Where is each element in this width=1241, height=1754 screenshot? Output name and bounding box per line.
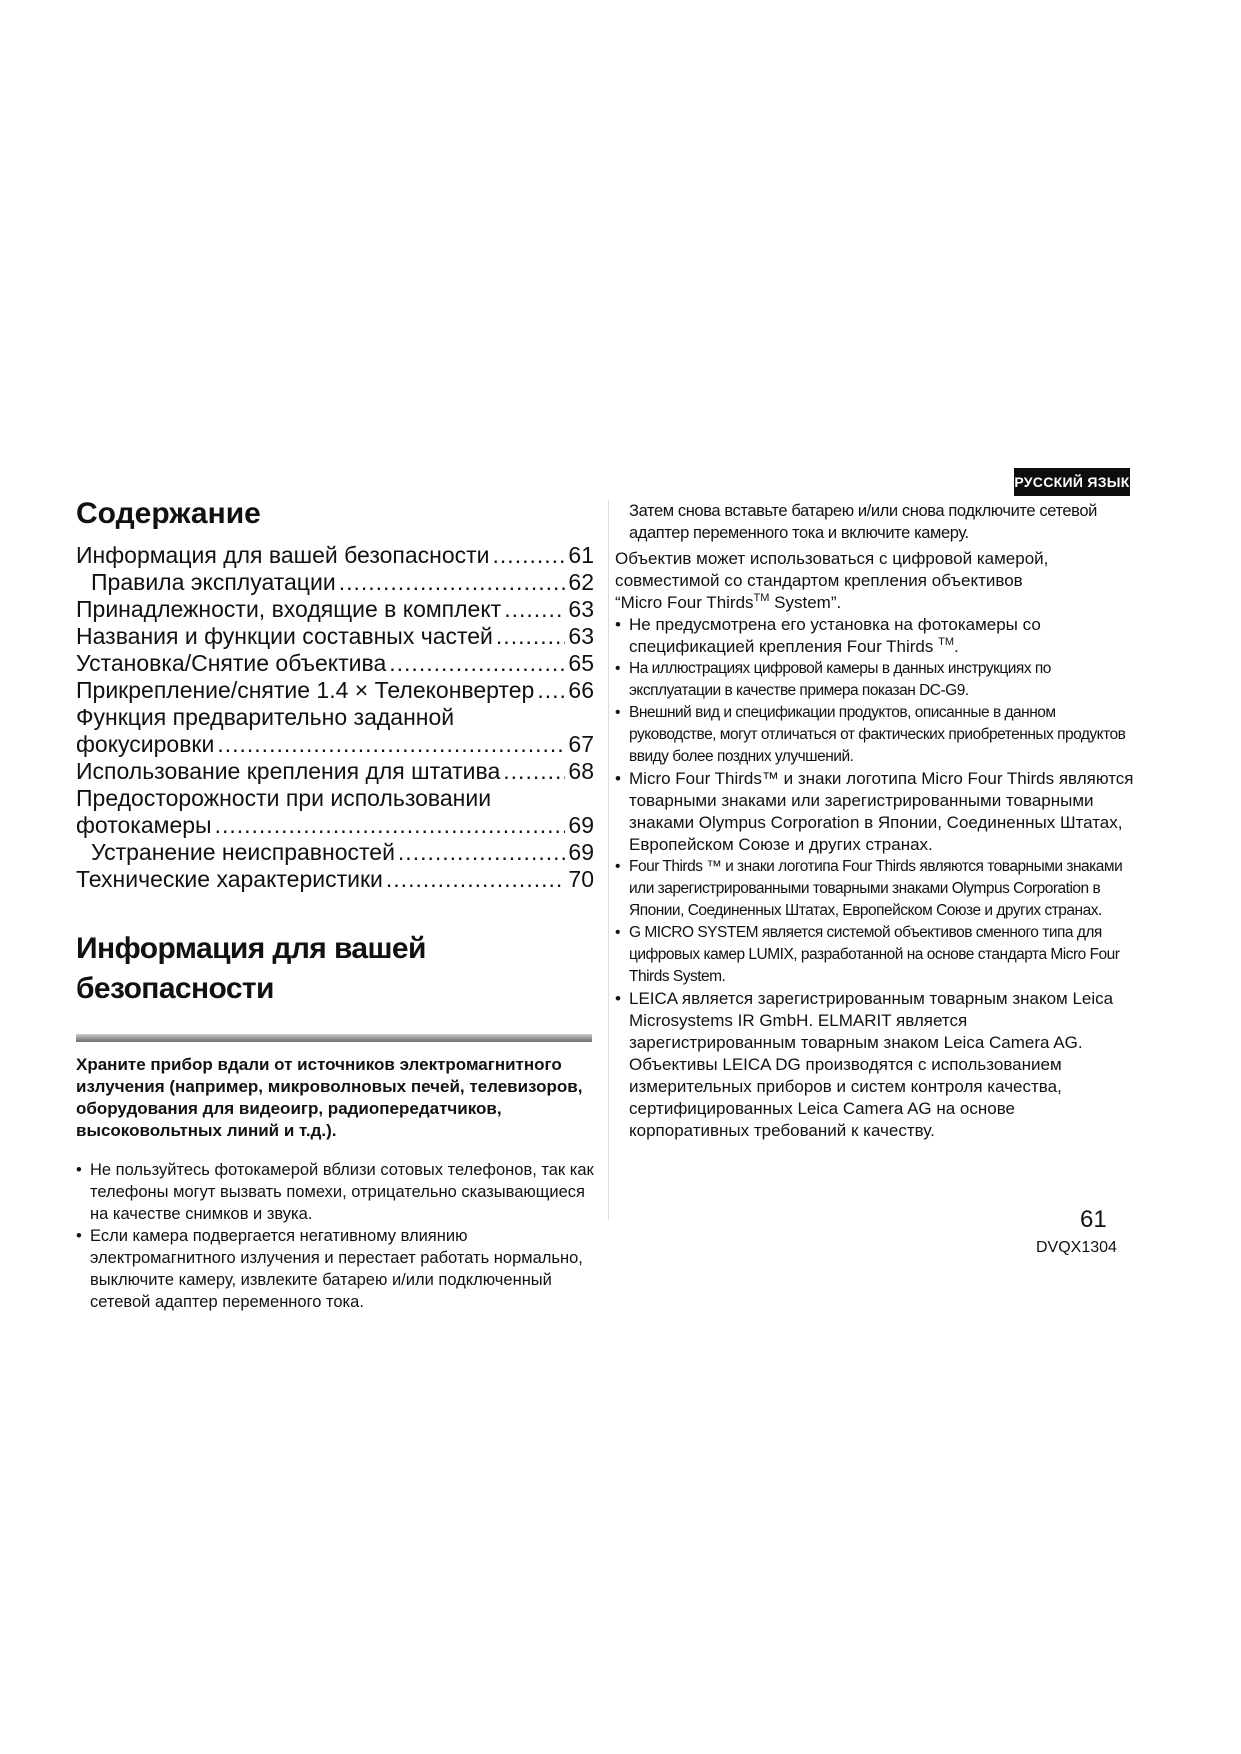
note-item: • Four Thirds ™ и знаки логотипа Four Thirds являются товарными знаками или зарегистрированными товарными знаками Olympus Corporation в Японии, Соединенных Штатах, Европейском Союзе и других странах.	[615, 856, 1135, 922]
toc-item-continued[interactable]: фокусировки ..... 67	[76, 731, 594, 758]
toc-item[interactable]: Прикрепление/снятие 1.4 × Телеконвертер ..... 66	[76, 677, 594, 704]
notes-list	[615, 614, 1135, 1142]
note-item: • G MICRO SYSTEM является системой объективов сменного типа для цифровых камер LUMIX, разработанной на основе стандарта Micro Four Thirds System.	[615, 922, 1135, 988]
note-item: • На иллюстрациях цифровой камеры в данных инструкциях по эксплуатации в качестве примера показан DC-G9.	[615, 658, 1135, 702]
note-item: • Внешний вид и спецификации продуктов, описанные в данном руководстве, могут отличаться от фактических приобретенных продуктов ввиду более поздних улучшений.	[615, 702, 1135, 768]
toc-item[interactable]: Правила эксплуатации ..... 62	[76, 569, 594, 596]
toc-item[interactable]: Установка/Снятие объектива ..... 65	[76, 650, 594, 677]
toc-item[interactable]: Использование крепления для штатива ..... 68	[76, 758, 594, 785]
toc-title: Содержание	[76, 497, 261, 530]
toc-item-continued[interactable]: фотокамеры ..... 69	[76, 812, 594, 839]
toc-item[interactable]: Принадлежности, входящие в комплект ..... 63	[76, 596, 594, 623]
note-item: • LEICA является зарегистрированным товарным знаком Leica Microsystems IR GmbH. ELMARIT является зарегистрированным товарным знаком Leica Camera AG. Объективы LEICA DG производятся с использованием измерительных приборов и систем контроля качества, сертифицированных Leica Camera AG на основе корпоративных требований к качеству.	[615, 988, 1135, 1142]
note-item: • Не предусмотрена его установка на фотокамеры со спецификацией крепления Four Thirds ™.	[615, 614, 1135, 658]
safety-bullet: • Не пользуйтесь фотокамерой вблизи сотовых телефонов, так как телефоны могут вызвать помехи, отрицательно сказывающиеся на качестве снимков и звука.	[76, 1159, 594, 1225]
note-item: • Micro Four Thirds™ и знаки логотипа Micro Four Thirds являются товарными знаками или зарегистрированными товарными знаками Olympus Corporation в Японии, Соединенных Штатах, Европейском Союзе и других странах.	[615, 768, 1135, 856]
page-number: 61	[1080, 1206, 1107, 1233]
language-tab: РУССКИЙ ЯЗЫК	[1014, 468, 1130, 496]
toc-item[interactable]: Информация для вашей безопасности ..... 61	[76, 542, 594, 569]
safety-warning: Храните прибор вдали от источников электромагнитного излучения (например, микроволновых печей, телевизоров, оборудования для видеоигр, радиопередатчиков, высоковольтных линий и т.д.).	[76, 1054, 583, 1140]
safety-section-title: Информация для вашей безопасности	[76, 932, 426, 1005]
toc-item[interactable]: Названия и функции составных частей ..... 63	[76, 623, 594, 650]
document-code: DVQX1304	[1036, 1239, 1117, 1256]
toc-list	[76, 542, 594, 893]
toc-item[interactable]: Предосторожности при использовании	[76, 785, 492, 811]
section-title-bar	[76, 1034, 592, 1042]
continuation-text: Затем снова вставьте батарею и/или снова подключите сетевой адаптер переменного тока и включите камеру.	[629, 502, 1097, 542]
toc-item[interactable]: Технические характеристики ..... 70	[76, 866, 594, 893]
toc-item[interactable]: Функция предварительно заданной	[76, 704, 455, 730]
left-column	[76, 496, 594, 1313]
safety-bullets	[76, 1159, 594, 1313]
compatibility-paragraph: Объектив может использоваться с цифровой камерой, совместимой со стандартом крепления объективов “Micro Four Thirds™ System”.	[615, 549, 1049, 612]
right-column	[615, 500, 1135, 1142]
safety-bullet: • Если камера подвергается негативному влиянию электромагнитного излучения и перестает работать нормально, выключите камеру, извлеките батарею и/или подключенный сетевой адаптер переменного тока.	[76, 1225, 594, 1313]
toc-item[interactable]: Устранение неисправностей ..... 69	[76, 839, 594, 866]
column-divider	[608, 500, 609, 1220]
